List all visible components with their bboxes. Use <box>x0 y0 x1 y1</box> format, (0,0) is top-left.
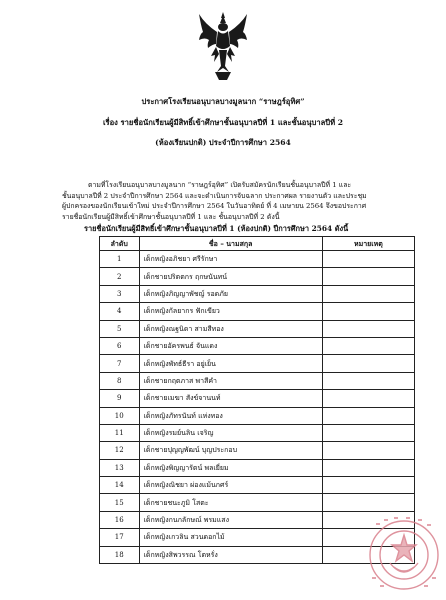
row-remark <box>322 320 414 337</box>
announcement-subject-cont: (ห้องเรียนปกติ) ประจำปีการศึกษา 2564 <box>155 138 291 147</box>
row-remark <box>322 303 414 320</box>
row-name: เด็กหญิงเกวลิน สวนดอกไม้ <box>139 529 322 546</box>
row-remark <box>322 268 414 285</box>
table-row <box>100 320 415 337</box>
body-paragraph <box>62 180 412 222</box>
table-row <box>100 303 415 320</box>
table-row <box>100 355 415 372</box>
row-name: เด็กชายเมฆา สังข์จานนท์ <box>139 390 322 407</box>
body-line: ตามที่โรงเรียนอนุบาลบางมูลนาก “ราษฎร์อุทิศ” เปิดรับสมัครนักเรียนชั้นอนุบาลปีที่ 1 และ <box>88 181 352 189</box>
row-name: เด็กหญิงรมย์นลิน เจริญ <box>139 424 322 441</box>
header-remark: หมายเหตุ <box>322 237 414 251</box>
row-remark <box>322 337 414 354</box>
row-name: เด็กหญิงพิญญารัตน์ พลเยี่ยม <box>139 459 322 476</box>
table-row <box>100 494 415 511</box>
row-name: เด็กชายกฤตภาส พาสีคำ <box>139 372 322 389</box>
row-number: 14 <box>100 477 140 494</box>
school-seal-stamp-icon <box>366 515 442 595</box>
row-remark <box>322 285 414 302</box>
row-remark <box>322 407 414 424</box>
table-row <box>100 477 415 494</box>
table-row <box>100 424 415 441</box>
row-number: 4 <box>100 303 140 320</box>
row-number: 6 <box>100 337 140 354</box>
list-title: รายชื่อนักเรียนผู้มีสิทธิ์เข้าศึกษาชั้นอนุบาลปีที่ 1 (ห้องปกติ) ปีการศึกษา 2564 ดังนี้ <box>84 224 349 233</box>
row-name: เด็กชายปุญญพัฒน์ บุญประกอบ <box>139 442 322 459</box>
row-remark <box>322 355 414 372</box>
row-number: 15 <box>100 494 140 511</box>
header-number: ลำดับ <box>100 237 140 251</box>
body-line: รายชื่อนักเรียนผู้มีสิทธิ์เข้าศึกษาชั้นอนุบาลปีที่ 1 และ ชั้นอนุบาลปีที่ 2 ดังนี้ <box>62 212 280 221</box>
body-line: ชั้นอนุบาลปีที่ 2 ประจำปีการศึกษา 2564 และจะดำเนินการจับฉลาก ประกาศผล รายงานตัว และประชุม <box>62 191 367 200</box>
row-number: 9 <box>100 390 140 407</box>
table-row <box>100 407 415 424</box>
row-remark <box>322 424 414 441</box>
table-row <box>100 442 415 459</box>
row-name: เด็กชายอัครพนธ์ จันแดง <box>139 337 322 354</box>
row-remark <box>322 459 414 476</box>
table-row <box>100 268 415 285</box>
table-row <box>100 251 415 268</box>
row-number: 10 <box>100 407 140 424</box>
row-number: 12 <box>100 442 140 459</box>
row-name: เด็กหญิงณฐนิดา สามสีทอง <box>139 320 322 337</box>
row-name: เด็กหญิงกนกลักษณ์ พรมแสง <box>139 511 322 528</box>
row-name: เด็กชายชนะภูมิ โสตะ <box>139 494 322 511</box>
row-name: เด็กชายปริตตกร ฤกษนันทน์ <box>139 268 322 285</box>
row-number: 2 <box>100 268 140 285</box>
table-header-row <box>100 237 415 251</box>
row-number: 5 <box>100 320 140 337</box>
row-number: 13 <box>100 459 140 476</box>
row-remark <box>322 442 414 459</box>
row-remark <box>322 477 414 494</box>
row-number: 3 <box>100 285 140 302</box>
row-remark <box>322 251 414 268</box>
row-remark <box>322 494 414 511</box>
table-row <box>100 459 415 476</box>
row-name: เด็กหญิงกัลยากร ฟักเขียว <box>139 303 322 320</box>
row-number: 8 <box>100 372 140 389</box>
row-number: 7 <box>100 355 140 372</box>
row-name: เด็กหญิงพัทธ์ธีรา อยู่เย็น <box>139 355 322 372</box>
announcement-heading: ประกาศโรงเรียนอนุบาลบางมูลนาก “ราษฎร์อุทิศ” <box>141 97 305 106</box>
row-name: เด็กหญิงภัทรนันท์ แห่งทอง <box>139 407 322 424</box>
table-row <box>100 390 415 407</box>
row-name: เด็กหญิงภิญญาพัชญ์ รอดภัย <box>139 285 322 302</box>
row-name: เด็กหญิงอภิชยา ศรีรักษา <box>139 251 322 268</box>
row-number: 11 <box>100 424 140 441</box>
row-name: เด็กหญิงสิพวรรณ โตหรั่ง <box>139 546 322 563</box>
row-remark <box>322 390 414 407</box>
row-number: 18 <box>100 546 140 563</box>
table-row <box>100 372 415 389</box>
table-row <box>100 337 415 354</box>
table-row <box>100 285 415 302</box>
garuda-emblem-icon <box>197 10 249 82</box>
header-name: ชื่อ – นามสกุล <box>139 237 322 251</box>
row-number: 17 <box>100 529 140 546</box>
row-number: 1 <box>100 251 140 268</box>
body-line: ผู้ปกครองของนักเรียนเข้าใหม่ ประจำปีการศึกษา 2564 ในวันอาทิตย์ ที่ 4 เมษายน 2564 จึงขอประกาศ <box>62 202 367 211</box>
row-remark <box>322 372 414 389</box>
row-number: 16 <box>100 511 140 528</box>
row-name: เด็กหญิงณิชยา ผ่องแม้นกศร์ <box>139 477 322 494</box>
announcement-subject: เรื่อง รายชื่อนักเรียนผู้มีสิทธิ์เข้าศึกษาชั้นอนุบาลปีที่ 1 และชั้นอนุบาลปีที่ 2 <box>102 118 344 127</box>
